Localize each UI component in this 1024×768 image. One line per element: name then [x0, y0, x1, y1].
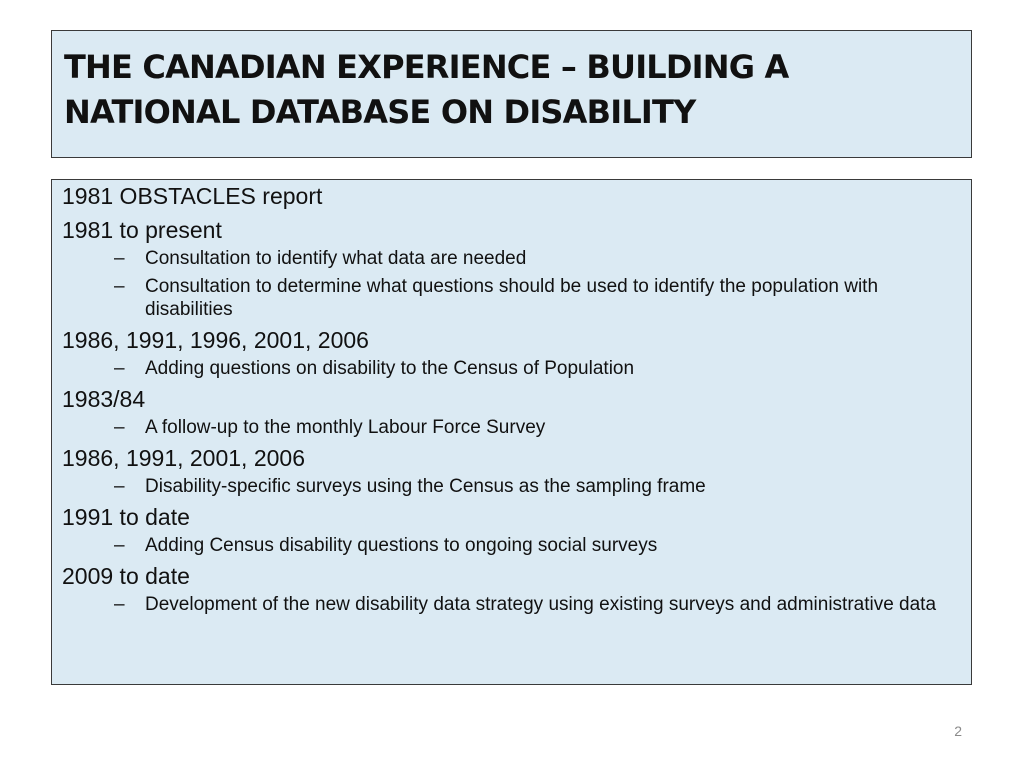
bullet-item — [62, 503, 959, 557]
content-box — [51, 179, 972, 685]
bullet-text: 1981 to present — [62, 217, 222, 243]
bullet-item — [62, 444, 959, 498]
sub-bullet-item — [62, 475, 959, 498]
sub-bullet-list — [62, 475, 959, 498]
dash-bullet-icon: – — [114, 535, 125, 556]
dash-bullet-icon: – — [114, 248, 125, 269]
bullet-text: 2009 to date — [62, 563, 190, 589]
dash-bullet-icon: – — [114, 358, 125, 379]
sub-bullet-item — [62, 357, 959, 380]
bullet-item — [62, 326, 959, 380]
sub-bullet-text: Consultation to identify what data are needed — [145, 248, 527, 269]
title-box — [51, 30, 972, 158]
slide-title: THE CANADIAN EXPERIENCE – BUILDING A NATIONAL DATABASE ON DISABILITY — [64, 48, 789, 131]
bullet-item — [62, 562, 959, 616]
sub-bullet-list — [62, 247, 959, 321]
sub-bullet-item — [62, 416, 959, 439]
bullet-text: 1991 to date — [62, 504, 190, 530]
sub-bullet-text: Adding questions on disability to the Census of Population — [145, 358, 635, 379]
sub-bullet-item — [62, 534, 959, 557]
bullet-text: 1983/84 — [62, 386, 146, 412]
sub-bullet-text: Disability-specific surveys using the Census as the sampling frame — [145, 476, 706, 497]
sub-bullet-item — [62, 275, 959, 321]
dash-bullet-icon: – — [114, 476, 125, 497]
sub-bullet-text: A follow-up to the monthly Labour Force Survey — [145, 417, 546, 438]
bullet-text: 1981 OBSTACLES report — [62, 183, 323, 209]
sub-bullet-text: Adding Census disability questions to ongoing social surveys — [145, 535, 658, 556]
sub-bullet-list — [62, 593, 959, 616]
bullet-item — [62, 216, 959, 321]
dash-bullet-icon: – — [114, 276, 125, 297]
dash-bullet-icon: – — [114, 417, 125, 438]
bullet-text: 1986, 1991, 2001, 2006 — [62, 445, 306, 471]
sub-bullet-item — [62, 247, 959, 270]
sub-bullet-text: Consultation to determine what questions should be used to identify the population with disabilities — [145, 276, 879, 320]
dash-bullet-icon: – — [114, 594, 125, 615]
sub-bullet-text: Development of the new disability data strategy using existing surveys and administrative data — [145, 594, 937, 615]
sub-bullet-item — [62, 593, 959, 616]
page-number: 2 — [954, 723, 962, 739]
bullet-list — [62, 182, 959, 616]
sub-bullet-list — [62, 357, 959, 380]
bullet-item — [62, 385, 959, 439]
bullet-text: 1986, 1991, 1996, 2001, 2006 — [62, 327, 369, 353]
bullet-item — [62, 182, 959, 211]
sub-bullet-list — [62, 416, 959, 439]
sub-bullet-list — [62, 534, 959, 557]
